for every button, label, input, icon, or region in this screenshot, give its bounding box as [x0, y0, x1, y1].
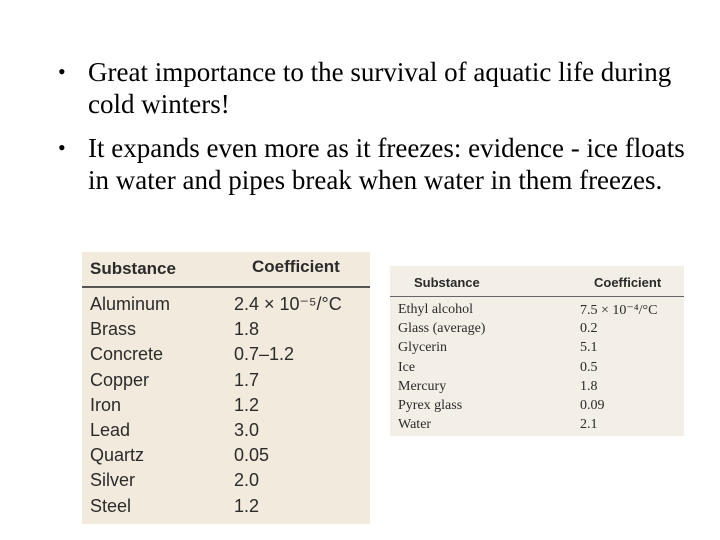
table-row	[82, 395, 370, 420]
table-row	[82, 445, 370, 470]
table-row	[82, 319, 370, 344]
substance-cell: Aluminum	[90, 294, 171, 314]
substance-cell: Silver	[90, 470, 136, 491]
bullet-text: It expands even more as it freezes: evidence - ice floats in water and pipes break when water in them freezes.	[88, 133, 685, 195]
coefficient-cell: 1.7	[234, 369, 260, 390]
table-body	[390, 302, 684, 436]
coefficient-cell: 1.2	[234, 495, 260, 516]
table-row	[390, 340, 684, 359]
substance-cell: Copper	[90, 369, 150, 390]
table-row	[82, 344, 370, 369]
table-row	[82, 420, 370, 445]
column-header-substance: Substance	[90, 259, 176, 278]
table-row	[390, 379, 684, 398]
coefficient-cell: 0.7–1.2	[234, 344, 295, 365]
coefficient-cell: 1.2	[234, 394, 260, 415]
substance-cell: Lead	[90, 419, 131, 440]
bullet-text: Great importance to the survival of aquatic life during cold winters!	[88, 57, 672, 119]
table-row	[390, 321, 684, 340]
substance-cell: Brass	[90, 319, 137, 340]
substance-cell: Quartz	[90, 445, 145, 466]
coefficient-cell: 1.8	[234, 319, 260, 340]
expansion-table-liquids	[390, 266, 684, 436]
substance-cell: Iron	[90, 394, 122, 415]
coefficient-cell: 0.09	[580, 397, 605, 413]
substance-cell: Concrete	[90, 344, 164, 365]
table-row	[82, 294, 370, 319]
substance-cell: Ethyl alcohol	[398, 302, 474, 317]
coefficient-cell: 1.8	[580, 378, 598, 394]
table-row	[390, 398, 684, 417]
coefficient-cell: 2.1	[580, 417, 598, 433]
table-row	[390, 360, 684, 379]
substance-cell: Glycerin	[398, 340, 447, 356]
substance-cell: Mercury	[398, 378, 447, 394]
bullet-dot-icon: •	[58, 59, 66, 84]
table-row	[82, 470, 370, 495]
bullet-item	[52, 56, 692, 120]
table-row	[82, 496, 370, 521]
coefficient-cell: 2.0	[234, 470, 260, 491]
coefficient-cell: 0.2	[580, 321, 598, 337]
substance-cell: Ice	[398, 359, 416, 375]
table-row	[82, 370, 370, 395]
substance-cell: Glass (average)	[398, 321, 486, 337]
column-header-coefficient: Coefficient	[252, 257, 340, 276]
coefficient-cell: 2.4 × 10⁻⁵/°C	[234, 294, 342, 314]
bullet-item	[52, 132, 692, 196]
table-body	[82, 294, 370, 521]
table-header	[82, 252, 370, 288]
coefficient-cell: 0.5	[580, 359, 598, 375]
column-header-substance: Substance	[414, 275, 480, 290]
substance-cell: Water	[398, 417, 432, 433]
coefficient-cell: 0.05	[234, 445, 270, 466]
table-header	[390, 266, 684, 297]
coefficient-cell: 7.5 × 10⁻⁴/°C	[580, 303, 658, 318]
column-header-coefficient: Coefficient	[594, 275, 662, 290]
table-row	[390, 417, 684, 436]
substance-cell: Steel	[90, 495, 132, 516]
expansion-table-solids	[82, 252, 370, 524]
bullet-dot-icon: •	[58, 135, 66, 160]
table-row	[390, 302, 684, 321]
substance-cell: Pyrex glass	[398, 397, 463, 413]
coefficient-cell: 5.1	[580, 340, 598, 356]
coefficient-cell: 3.0	[234, 419, 260, 440]
bullet-list	[52, 56, 692, 208]
